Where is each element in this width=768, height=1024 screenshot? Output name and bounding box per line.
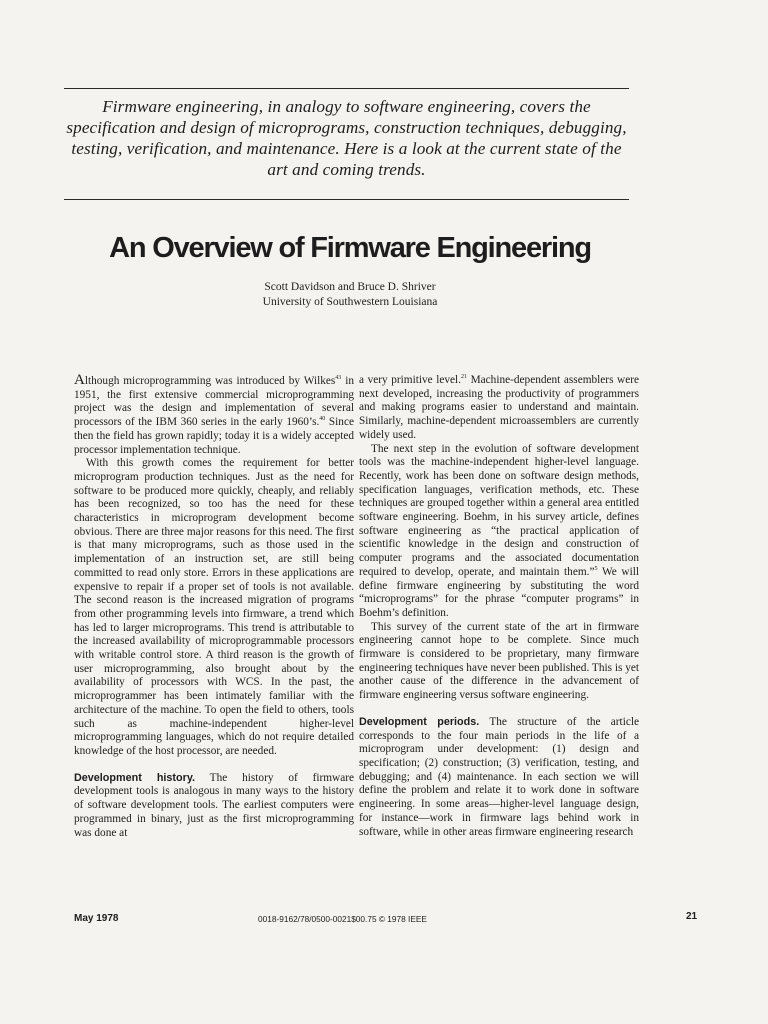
paragraph: This survey of the current state of the art in firmware engineering cannot hope to be complete. Since much firmware is considered to be proprietary, many firmware engineering techniques have never been published. This is yet another cause of the difference in the advancement of firmware engineering versus software engineering. xyxy=(359,620,639,702)
footer-date: May 1978 xyxy=(74,913,119,924)
page-number: 21 xyxy=(686,911,698,922)
intro-abstract: Firmware engineering, in analogy to software engineering, covers the specification and design of microprograms, construction techniques, debugging, testing, verification, and maintenance. Here is a look at the current state of the art and coming trends. xyxy=(66,97,627,179)
section-heading: Development periods. xyxy=(359,715,480,728)
bottom-rule xyxy=(64,199,629,200)
text-run: Since then the field has grown rapidly; today it is a widely accepted processor implementation technique. xyxy=(74,416,354,456)
paragraph xyxy=(359,716,639,839)
text-run: We will define firmware engineering by substituting the word “microprograms” for the phrase “computer programs” in Boehm’s definition. xyxy=(359,565,639,619)
drop-cap: A xyxy=(74,372,85,388)
footer-copyright-code: 0018-9162/78/0500-0021$00.75 © 1978 IEEE xyxy=(258,914,427,924)
text-run: in 1951, the first extensive commercial microprogramming project was the design and implementation of several processors of the IBM 360 series in the early 1960’s. xyxy=(74,375,354,429)
right-column xyxy=(359,374,639,839)
reference-mark: 40 xyxy=(319,416,326,423)
reference-mark: 21 xyxy=(461,374,468,381)
text-run: a very primitive level. xyxy=(359,374,462,386)
text-run: lthough microprogramming was introduced by Wilkes xyxy=(84,375,336,387)
text-run: Machine-dependent assemblers were next developed, increasing the productivity of programmers and making programs easier to understand and maintain. Similarly, machine-dependent microassemblers are currently widely used. xyxy=(359,374,639,441)
reference-mark: 5 xyxy=(594,566,598,573)
text-run: The structure of the article corresponds to the four main periods in the life of a microprogram under development: (1) design and specification; (2) construction; (3) verification, testing, and debugging; and (4) maintenance. In each section we will define the problem and relate it to work done in software engineering. In some areas—higher-level language design, for instance—work in firmware lags behind work in software, while in other areas firmware engineering research xyxy=(359,715,640,838)
text-run: The history of firmware development tools is analogous in many ways to the history of software development tools. The earliest computers were programmed in binary, just as the first microprogramming was done at xyxy=(74,771,354,839)
paragraph xyxy=(74,772,354,841)
article-title: An Overview of Firmware Engineering xyxy=(109,232,591,264)
paragraph xyxy=(359,374,639,443)
author-block xyxy=(0,280,700,309)
reference-mark: 43 xyxy=(335,375,342,382)
section-heading: Development history. xyxy=(74,771,196,784)
paragraph xyxy=(74,374,354,457)
author-names: Scott Davidson and Bruce D. Shriver xyxy=(264,281,436,293)
paragraph xyxy=(359,443,639,621)
top-rule xyxy=(64,88,629,89)
left-column xyxy=(74,374,354,840)
text-run: The next step in the evolution of software development tools was the machine-independent higher-level language. Recently, work has been done on software design methods, specification languages, verification methods, etc. These techniques are grouped together within a general area entitled software engineering. Boehm, in his survey article, defines software engineering as “the practical application of scientific knowledge in the design and construction of computer programs and the associated documentation required to develop, operate, and maintain them.” xyxy=(359,442,639,578)
author-affiliation: University of Southwestern Louisiana xyxy=(262,295,438,308)
paragraph: With this growth comes the requirement for better microprogram production techniques. Just as the need for software to be produced more quickly, cheaply, and reliably has been recognized, so too has the need for these characteristics in microprogram development become obvious. There are three major reasons for this need. The first is that many microprograms, such as those used in the implementation of an instruction set, are still being committed to read only store. Errors in these applications are expensive to repair if a proper set of tools is not available. The second reason is the increased migration of programs from other programming levels into firmware, a trend which has led to larger microprograms. This trend is attributable to the increased availability of microprogrammable processors with writable control store. A third reason is the growth of user microprogramming, also brought about by the availability of processors with WCS. In the past, the microprogrammer has been intimately familiar with the architecture of the machine. To open the field to others, tools such as machine-independent higher-level microprogramming languages, which do not require detailed knowledge of the host processor, are needed. xyxy=(74,457,354,757)
